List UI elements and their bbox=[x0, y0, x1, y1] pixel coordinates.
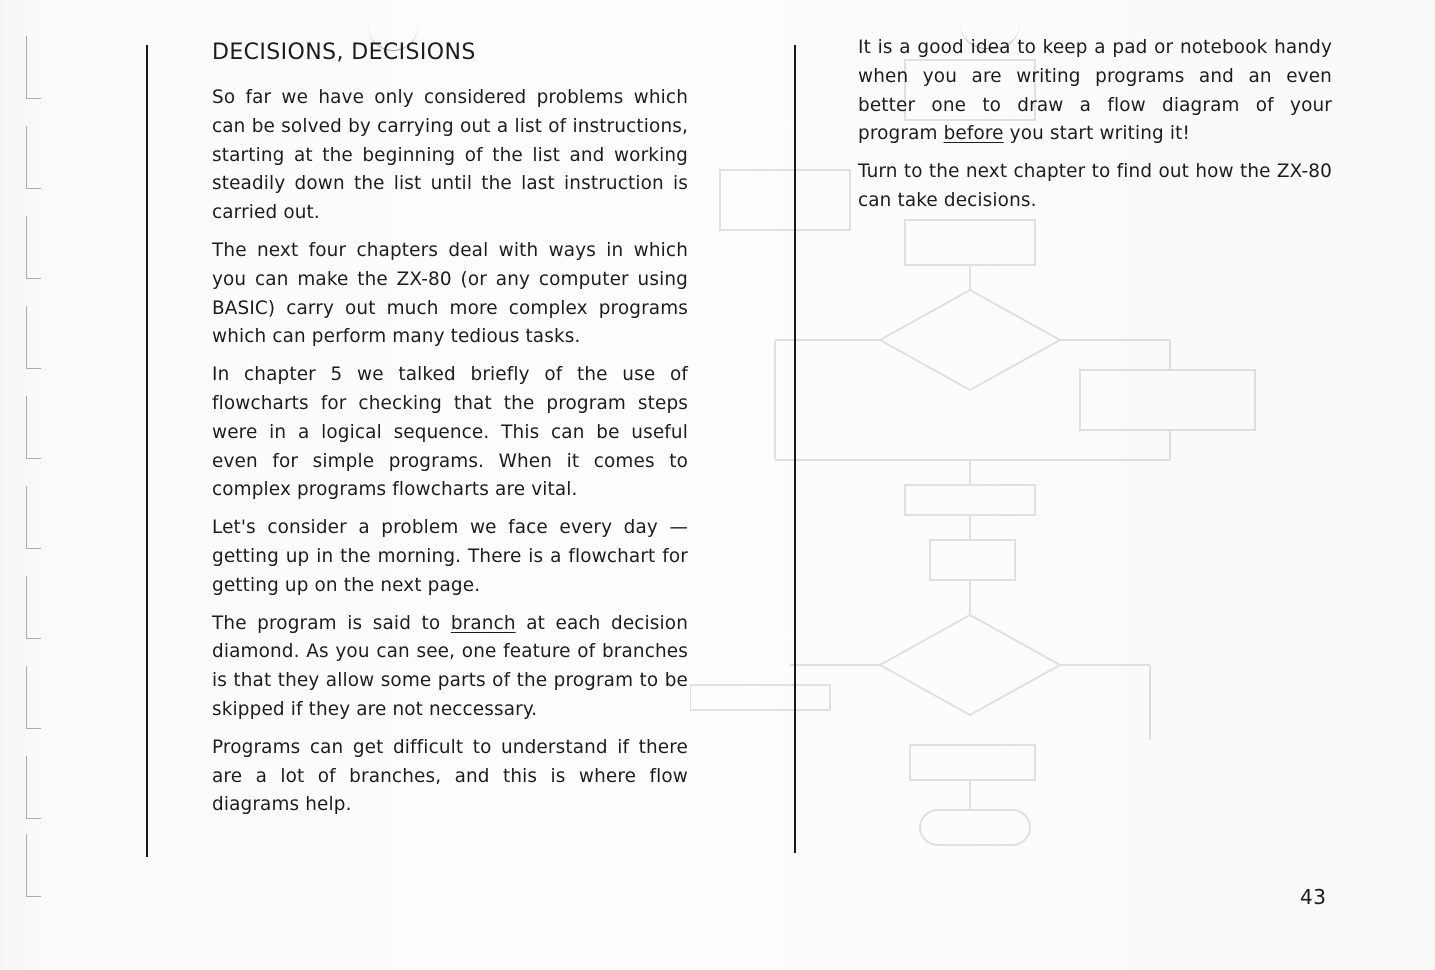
right-text-column bbox=[858, 34, 1332, 225]
left-text-column bbox=[212, 84, 688, 829]
paragraph bbox=[858, 34, 1332, 149]
chapter-heading: DECISIONS, DECISIONS bbox=[212, 40, 476, 65]
paragraph bbox=[212, 610, 688, 725]
spiral-binding-marks bbox=[26, 30, 50, 900]
paragraph-text: The program is said to bbox=[212, 612, 441, 634]
paragraph: In chapter 5 we talked briefly of the use of flowcharts for checking that the program steps were in a logical sequence. This can be useful even for simple programs. When it comes to complex programs flowcharts are vital. bbox=[212, 364, 688, 501]
underlined-term: branch bbox=[450, 612, 516, 634]
paragraph: So far we have only considered problems which can be solved by carrying out a list of instructions, starting at the beginning of the list and working steadily down the list until the last instruction is carried out. bbox=[212, 87, 688, 224]
paragraph: Programs can get difficult to understand if there are a lot of branches, and this is where flow diagrams help. bbox=[212, 736, 688, 816]
paragraph-text: It is a good idea to keep a pad or notebook handy when you are writing programs and an even better one to draw a flow diagram of your program bbox=[858, 37, 1332, 145]
paragraph: Let's consider a problem we face every day — getting up in the morning. There is a flowchart for getting up on the next page. bbox=[212, 517, 688, 596]
left-column-rule bbox=[146, 45, 148, 857]
paragraph-text: at each decision diamond. As you can see, one feature of branches is that they allow some parts of the program to be skipped if they are not neccessary. bbox=[212, 612, 688, 720]
underlined-term: before bbox=[943, 123, 1004, 145]
page-number: 43 bbox=[1300, 885, 1327, 909]
right-column-rule bbox=[794, 45, 796, 853]
paragraph: The next four chapters deal with ways in which you can make the ZX-80 (or any computer using BASIC) carry out much more complex programs which can perform many tedious tasks. bbox=[212, 239, 688, 348]
paragraph-text: you start writing it! bbox=[1009, 123, 1191, 145]
paragraph: Turn to the next chapter to find out how the ZX-80 can take decisions. bbox=[858, 161, 1332, 211]
